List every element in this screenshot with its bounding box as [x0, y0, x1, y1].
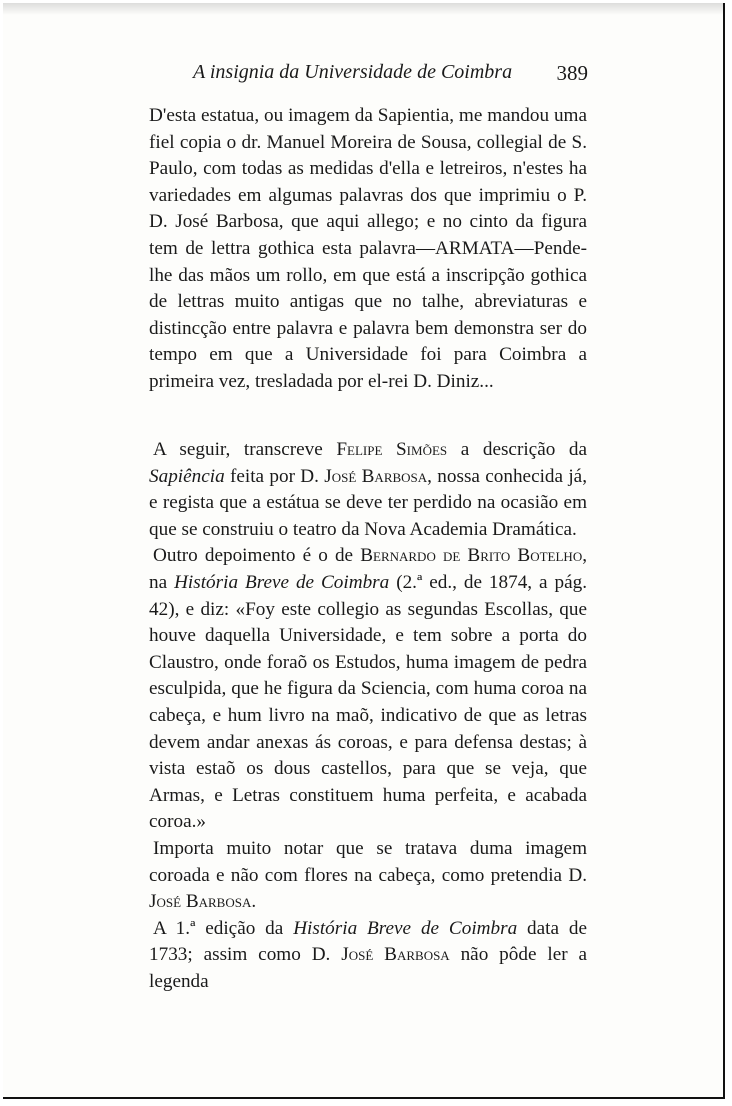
paragraph-4-text: não pôde ler a legenda: [149, 944, 587, 992]
page-header: [153, 61, 588, 87]
paragraph-1-text: A seguir, transcreve: [153, 439, 337, 460]
author-felipe-simoes: Felipe Simões: [336, 439, 448, 460]
paragraph-1-text: feita por D.: [224, 465, 325, 487]
paragraph-2-text: , na: [149, 545, 588, 593]
running-title: A insignia da Universidade de Coimbra: [193, 61, 513, 83]
paragraph-4: [149, 916, 587, 996]
page-number: 389: [556, 61, 588, 85]
paragraph-1: [149, 437, 587, 543]
paragraph-1-text: , nossa conhecida já, e regista que a estátua se deve ter perdido na ocasião em que se construiu o teatro da Nova Academia Dramática.: [149, 465, 587, 540]
author-jose-barbosa: José Barbosa: [341, 944, 450, 966]
paragraph-3: [149, 836, 587, 916]
paragraph-2-text: (2.ª ed., de 1874, a pág. 42), e diz: «Foy este collegio as segundas Escollas, que houve daquella Universidade, e tem sobre a porta do Claustro, onde foraõ os Estudos, huma imagem de pedra esculpida, que he figura da Sciencia, com huma coroa na cabeça, e hum livro na maõ, indicativo de que as letras devem andar anexas ás coroas, e para defensa destas; à vista estaõ os dous castellos, para que se veja, que Armas, e Letras constituem huma perfeita, e acabada coroa.»: [149, 571, 587, 833]
author-jose-barbosa: José Barbosa: [324, 465, 428, 487]
quote-paragraph: D'esta estatua, ou imagem da Sapientia, me mandou uma fiel copia o dr. Manuel Moreira de Sousa, collegial de S. Paulo, com todas as medidas d'ella e letreiros, n'estes ha variedades em algumas palavras dos que imprimiu o P. D. José Barbosa, que aqui allego; e no cinto da figura tem de lettra gothica esta palavra—ARMATA—Pende-lhe das mãos um rollo, em que está a inscripção gothica de lettras muito antigas que no talhe, abreviaturas e distincção entre palavra e palavra bem demonstra ser do tempo em que a Universidade foi para Coimbra a primeira vez, tresladada por el-rei D. Diniz...: [149, 105, 587, 392]
paragraph-2-text: Outro depoimento é o de: [153, 545, 361, 567]
paragraph-1-text: a descrição da: [447, 439, 588, 460]
paragraph-3-text: .: [251, 891, 257, 913]
title-historia-breve: História Breve de Coimbra: [293, 917, 518, 939]
title-historia-breve: História Breve de Coimbra: [174, 571, 390, 593]
paragraph-4-text: data de 1733; assim como D.: [149, 917, 587, 966]
paragraph-2: [149, 543, 587, 836]
paragraph-4-text: A 1.ª edição da: [153, 917, 294, 939]
author-bernardo-de-brito-botelho: Bernardo de Brito Botelho: [360, 545, 583, 567]
book-page: [3, 3, 725, 1099]
body-text: [149, 437, 587, 995]
quoted-passage: [149, 103, 587, 396]
scan-edge-shadow: [3, 3, 723, 15]
paragraph-3-text: Importa muito notar que se tratava duma imagem coroada e não com flores na cabeça, como pretendia D.: [149, 837, 587, 886]
author-jose-barbosa: José Barbosa: [149, 891, 252, 913]
title-sapiencia: Sapiência: [149, 465, 225, 487]
